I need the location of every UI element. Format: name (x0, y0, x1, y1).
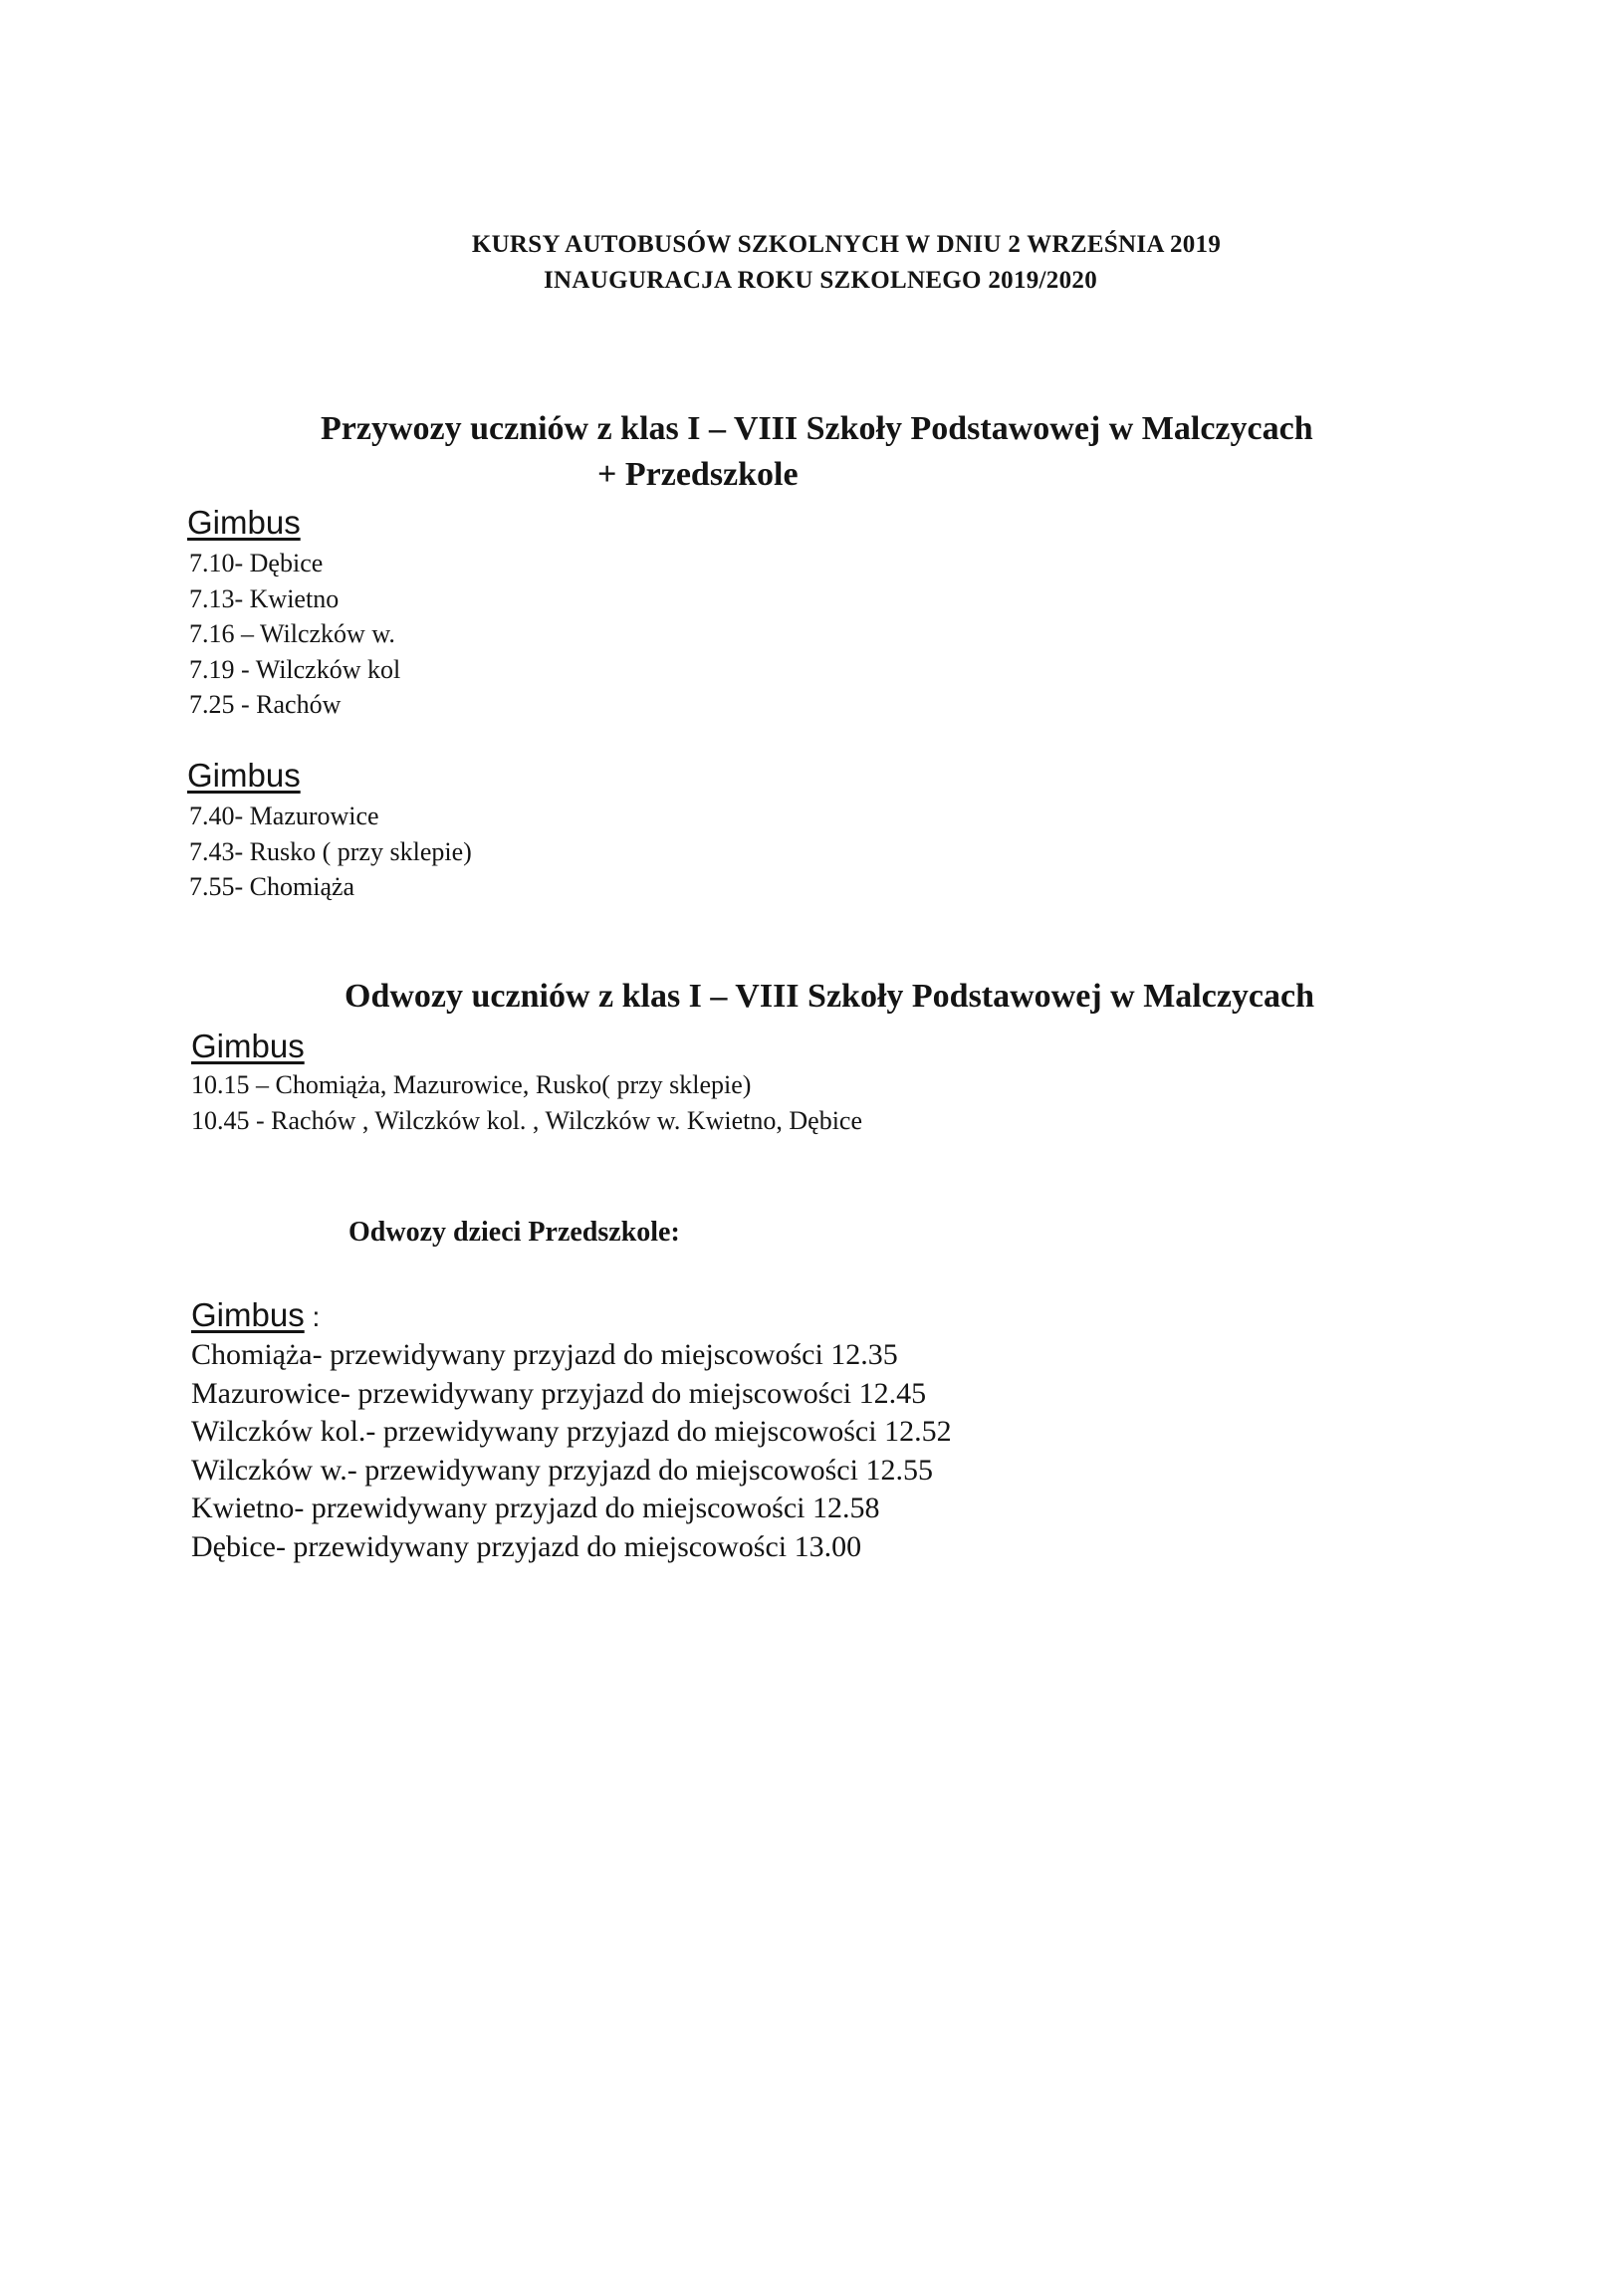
arrival-item: Wilczków w.- przewidywany przyjazd do miejscowości 12.55 (191, 1453, 933, 1487)
stop-list (189, 799, 472, 905)
stop-item: 7.25 - Rachów (189, 690, 342, 719)
section-heading-przywozy: Przywozy uczniów z klas I – VIII Szkoły Podstawowej w Malczycach (321, 410, 1313, 447)
bus-label-colon: : (304, 1301, 321, 1332)
section-heading-przedszkole: Odwozy dzieci Przedszkole: (348, 1217, 680, 1248)
section-heading-odwozy: Odwozy uczniów z klas I – VIII Szkoły Podstawowej w Malczycach (345, 978, 1315, 1015)
stop-item: 7.43- Rusko ( przy sklepie) (189, 836, 472, 866)
bus-label: Gimbus (187, 757, 301, 794)
arrival-item: Kwietno- przewidywany przyjazd do miejscowości 12.58 (191, 1492, 880, 1524)
arrival-item: Mazurowice- przewidywany przyjazd do miejscowości 12.45 (191, 1376, 927, 1410)
section-heading-przywozy-continuation: + Przedszkole (597, 456, 799, 493)
stop-list (189, 546, 400, 723)
stop-item: 7.40- Mazurowice (189, 802, 379, 830)
stop-item: 7.19 - Wilczków kol (189, 654, 401, 684)
stop-item: 10.45 - Rachów , Wilczków kol. , Wilczków w. Kwietno, Dębice (191, 1105, 862, 1135)
arrival-list (191, 1336, 952, 1566)
arrival-item: Dębice- przewidywany przyjazd do miejscowości 13.00 (191, 1529, 862, 1563)
bus-label: Gimbus (187, 504, 301, 541)
stop-item: 7.10- Dębice (189, 549, 324, 577)
stop-item: 7.16 – Wilczków w. (189, 619, 395, 648)
bus-label: Gimbus (191, 1028, 305, 1064)
document-subtitle: INAUGURACJA ROKU SZKOLNEGO 2019/2020 (544, 267, 1097, 294)
stop-list (191, 1067, 862, 1138)
document-title: KURSY AUTOBUSÓW SZKOLNYCH W DNIU 2 WRZEŚNIA 2019 (471, 231, 1222, 258)
arrival-item: Chomiąża- przewidywany przyjazd do miejscowości 12.35 (191, 1338, 898, 1371)
bus-label: Gimbus (191, 1296, 305, 1333)
stop-item: 10.15 – Chomiąża, Mazurowice, Rusko( przy sklepie) (191, 1070, 752, 1099)
bus-label-row (191, 1296, 320, 1334)
arrival-item: Wilczków kol.- przewidywany przyjazd do miejscowości 12.52 (191, 1415, 952, 1448)
stop-item: 7.13- Kwietno (189, 583, 340, 613)
stop-item: 7.55- Chomiąża (189, 872, 355, 901)
